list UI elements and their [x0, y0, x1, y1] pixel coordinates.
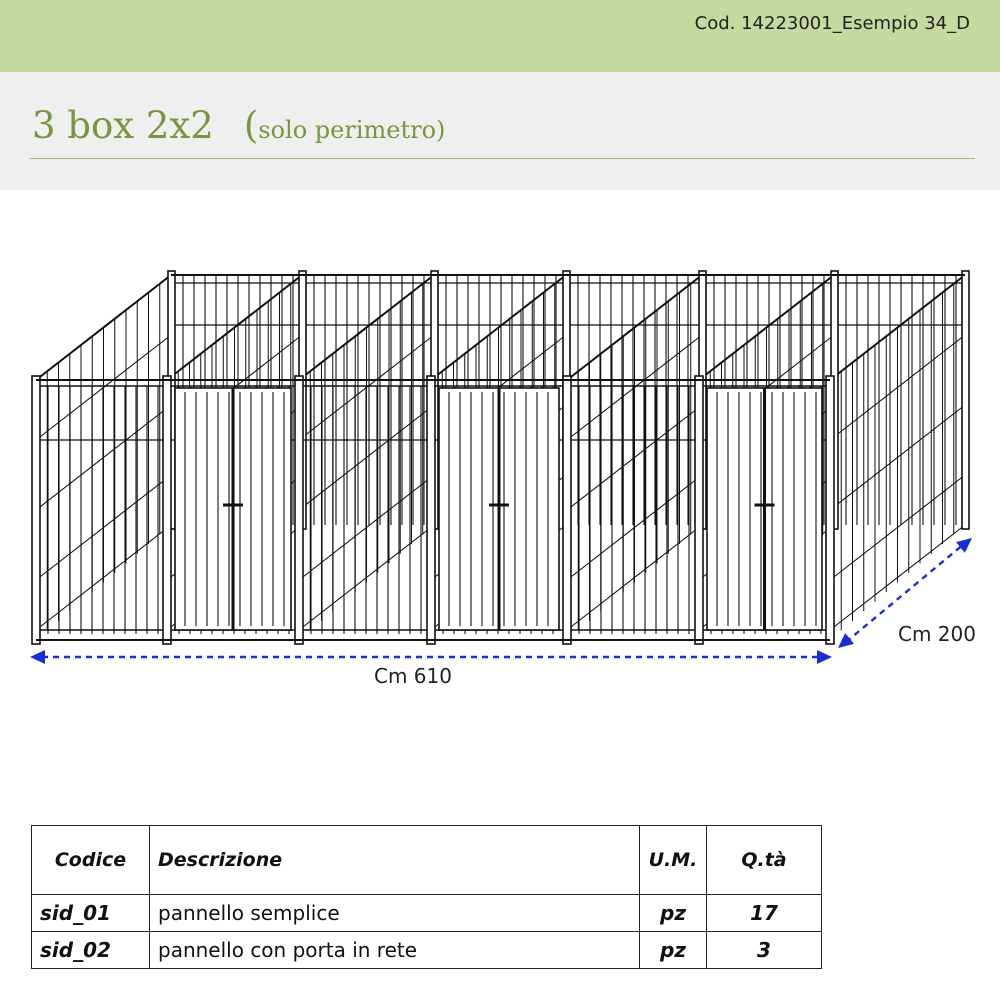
table-header-row: [32, 826, 822, 895]
front-post: [826, 376, 834, 644]
table-row: [32, 932, 822, 969]
row-code: sid_01: [32, 895, 150, 932]
dimension-arrowhead: [30, 650, 45, 664]
depth-dimension-label: Cm 200: [898, 622, 976, 646]
row-unit: pz: [640, 895, 707, 932]
header-codice: Codice: [32, 826, 150, 895]
width-dimension-label: Cm 610: [374, 664, 452, 688]
dimension-arrowhead: [956, 538, 972, 553]
row-description: pannello con porta in rete: [150, 932, 640, 969]
dimension-arrowhead: [838, 633, 854, 648]
product-code: Cod. 14223001_Esempio 34_D: [694, 13, 970, 34]
front-post: [427, 376, 435, 644]
row-quantity: 17: [707, 895, 822, 932]
kennel-drawing: [0, 200, 1000, 720]
front-post: [695, 376, 703, 644]
row-description: pannello semplice: [150, 895, 640, 932]
header-descrizione: Descrizione: [150, 826, 640, 895]
kennel-illustration: [32, 271, 969, 644]
front-post: [295, 376, 303, 644]
page-title: [32, 104, 445, 147]
table-row: [32, 895, 822, 932]
header-quantita: Q.tà: [707, 826, 822, 895]
header-band: [0, 0, 1000, 72]
title-main: 3 box 2x2: [32, 104, 214, 147]
front-post: [32, 376, 40, 644]
row-code: sid_02: [32, 932, 150, 969]
row-unit: pz: [640, 932, 707, 969]
front-post: [563, 376, 571, 644]
title-divider: [30, 158, 975, 159]
parts-table: [31, 825, 822, 969]
row-quantity: 3: [707, 932, 822, 969]
title-sub-paren: (: [243, 104, 259, 147]
back-post: [962, 271, 969, 529]
front-post: [163, 376, 171, 644]
dimension-arrowhead: [817, 650, 832, 664]
title-sub: solo perimetro): [258, 116, 446, 144]
header-um: U.M.: [640, 826, 707, 895]
